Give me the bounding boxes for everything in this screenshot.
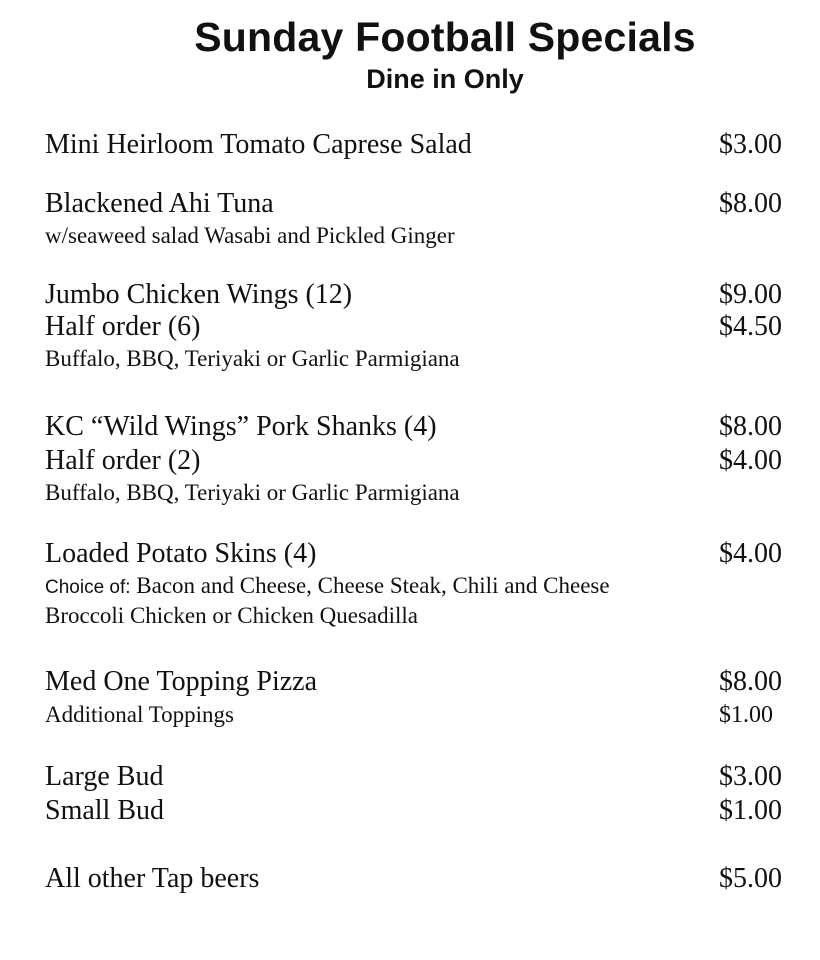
item-name: Additional Toppings xyxy=(45,702,234,727)
item-price: $1.00 xyxy=(719,702,773,728)
item-price: $8.00 xyxy=(719,188,782,219)
item-name: Half order (2) xyxy=(45,445,201,476)
item-price: $3.00 xyxy=(719,761,782,792)
menu-item-pizza xyxy=(45,664,782,700)
item-price: $1.00 xyxy=(719,795,782,826)
item-name: Mini Heirloom Tomato Caprese Salad xyxy=(45,129,472,160)
item-name: Small Bud xyxy=(45,795,165,826)
item-description: Buffalo, BBQ, Teriyaki or Garlic Parmigiana xyxy=(45,346,460,371)
choice-options: Bacon and Cheese, Cheese Steak, Chili and Cheese xyxy=(136,573,610,598)
item-price: $8.00 xyxy=(719,411,782,442)
item-price: $5.00 xyxy=(719,863,782,894)
item-name: Med One Topping Pizza xyxy=(45,666,318,697)
item-description-continued: Broccoli Chicken or Chicken Quesadilla xyxy=(45,603,419,628)
item-name: Loaded Potato Skins (4) xyxy=(45,538,317,569)
item-description: Buffalo, BBQ, Teriyaki or Garlic Parmigiana xyxy=(45,480,460,505)
menu-item-tap-beers xyxy=(45,861,782,897)
choice-label: Choice of: xyxy=(45,577,131,598)
menu-item-large-bud xyxy=(45,759,782,795)
item-price: $4.00 xyxy=(719,445,782,476)
item-description xyxy=(45,571,785,603)
page-title: Sunday Football Specials xyxy=(194,14,696,60)
item-price: $9.00 xyxy=(719,279,782,310)
item-description: w/seaweed salad Wasabi and Pickled Ginger xyxy=(45,223,455,248)
menu-item-pork-shanks xyxy=(45,409,782,445)
item-price: $3.00 xyxy=(719,129,782,160)
menu-item-ahi-tuna xyxy=(45,186,782,222)
menu-item-caprese xyxy=(45,127,782,163)
menu-item-chicken-wings-half xyxy=(45,309,782,345)
item-name: KC “Wild Wings” Pork Shanks (4) xyxy=(45,411,437,442)
item-name: Blackened Ahi Tuna xyxy=(45,188,274,219)
menu-item-potato-skins xyxy=(45,536,782,572)
item-price: $4.50 xyxy=(719,311,782,342)
menu-item-small-bud xyxy=(45,793,782,829)
page-subtitle: Dine in Only xyxy=(366,64,524,94)
item-price: $8.00 xyxy=(719,666,782,697)
item-price: $4.00 xyxy=(719,538,782,569)
item-name: Jumbo Chicken Wings (12) xyxy=(45,279,353,310)
item-name: Large Bud xyxy=(45,761,164,792)
menu-item-additional-toppings xyxy=(45,697,782,733)
menu-item-chicken-wings xyxy=(45,277,782,313)
item-name: All other Tap beers xyxy=(45,863,260,894)
menu-item-pork-shanks-half xyxy=(45,443,782,479)
item-name: Half order (6) xyxy=(45,311,201,342)
